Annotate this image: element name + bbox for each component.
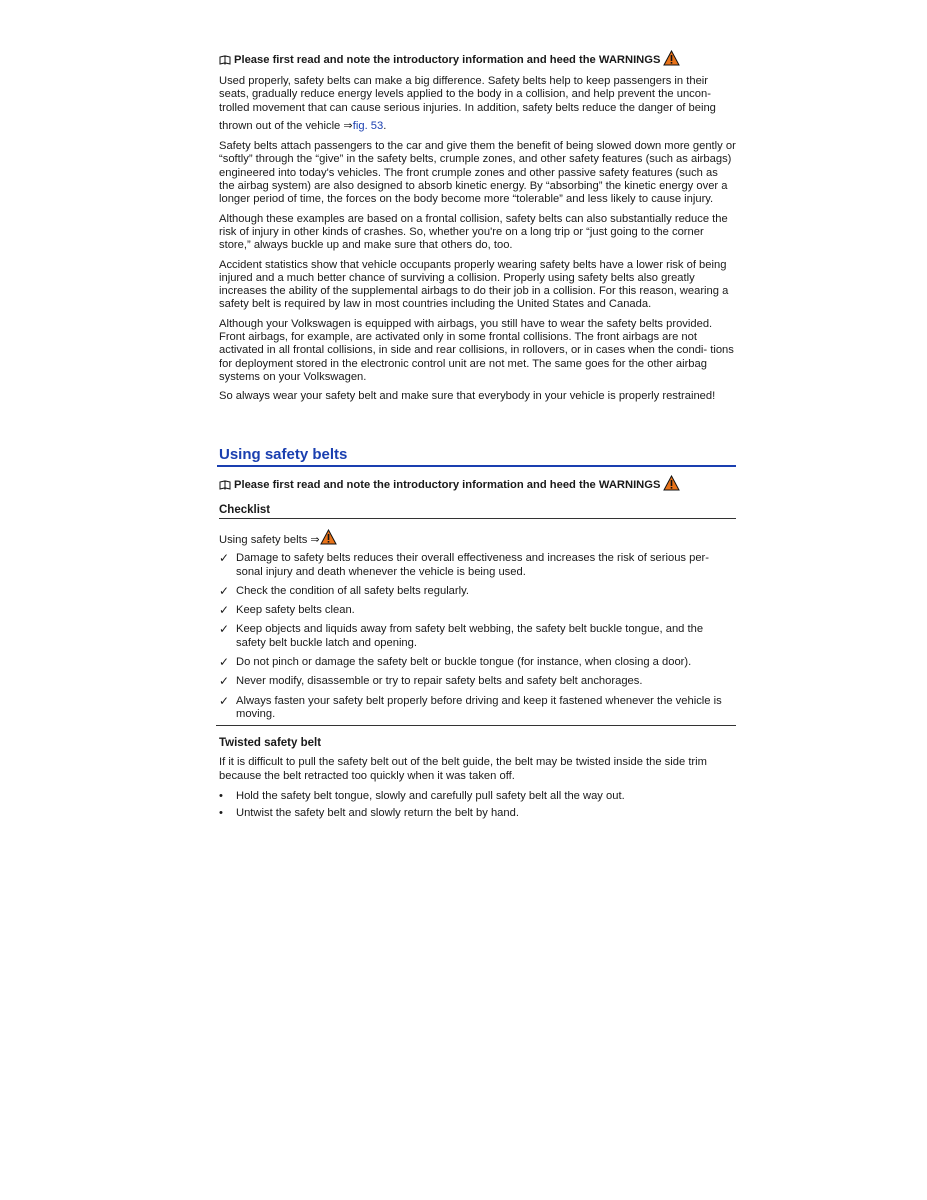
book-icon	[219, 55, 231, 65]
book-icon	[219, 480, 231, 490]
bullet-item-text: Hold the safety belt tongue, slowly and carefully pull safety belt all the way out.	[236, 789, 625, 802]
section-note-text: Please first read and note the introductory information and heed the WARNINGS	[234, 479, 661, 491]
intro-block	[219, 52, 736, 404]
check-mark-icon: ✓	[219, 551, 230, 566]
bullet-icon: •	[219, 789, 223, 802]
check-mark-icon: ✓	[219, 655, 230, 670]
checklist-item	[219, 695, 736, 722]
para1-end: .	[383, 119, 387, 132]
checklist-item-text: Always fasten your safety belt properly before driving and keep it fastened whenever the vehicle is moving.	[236, 694, 722, 720]
intro-paragraph-1b	[219, 120, 736, 133]
section-using-safety-belts	[219, 446, 736, 824]
checklist-item	[219, 585, 736, 598]
bullet-item	[219, 807, 736, 820]
bullet-item	[219, 790, 736, 803]
checklist-intro	[219, 529, 736, 547]
intro-note-text: Please first read and note the introductory information and heed the WARNINGS	[234, 54, 661, 66]
checklist-item	[219, 623, 736, 650]
check-mark-icon: ✓	[219, 583, 230, 598]
intro-paragraph-3: Although these examples are based on a frontal collision, safety belts can also substantially reduce the risk of injury in other kinds of crashes. So, whether you're on a long trip or “just going to the corner store,” always buckle up and make sure that others do, too.	[219, 212, 728, 252]
checklist-heading: Checklist	[219, 503, 736, 519]
twisted-belt-heading: Twisted safety belt	[219, 737, 322, 750]
checklist	[219, 552, 736, 721]
check-mark-icon: ✓	[219, 622, 230, 637]
checklist-item	[219, 656, 736, 669]
fig-53-link[interactable]: fig. 53	[352, 119, 384, 132]
check-mark-icon: ✓	[219, 603, 230, 618]
intro-paragraph-2: Safety belts attach passengers to the car and give them the benefit of being slowed down more gently or “softly” through the “give” in the safety belts, crumple zones, and other safety features (such as airbags) engineered into today's vehicles. The front crumple zones and other passive safety features (such as the airbag system) are also designed to absorb kinetic energy. By “absorbing” the kinetic energy over a longer period of time, the forces on the body become more “tolerable” and less likely to cause injury.	[219, 140, 736, 206]
section-title: Using safety belts	[217, 446, 736, 467]
intro-paragraph-5: Although your Volkswagen is equipped with airbags, you still have to wear the safety belts provided. Front airbags, for example, are activated only in some frontal collisions. The front airbags are not activated in all frontal collisions, in side and rear collisions, in rollovers, or in cases when the condi- tions for deployment stored in the electronic control unit are not met. The same goes for the other airbag systems on your Volkswagen.	[219, 317, 734, 383]
warning-triangle-icon[interactable]	[663, 50, 680, 66]
warning-triangle-icon[interactable]	[663, 475, 680, 491]
checklist-item-text: Do not pinch or damage the safety belt or buckle tongue (for instance, when closing a door).	[236, 656, 692, 669]
checklist-item-text: Check the condition of all safety belts regularly.	[236, 584, 469, 597]
bullet-icon: •	[219, 807, 223, 820]
checklist-intro-text: Using safety belts ⇒	[219, 534, 320, 546]
check-mark-icon: ✓	[219, 693, 230, 708]
intro-paragraph-1a: Used properly, safety belts can make a big difference. Safety belts help to keep passengers in their seats, gradually reduce energy levels applied to the body in a collision, and help prevent the uncon- trolled movement that can cause serious injuries. In addition, safety belts reduce the danger of being	[219, 75, 716, 114]
para1-text: thrown out of the vehicle ⇒	[219, 119, 353, 132]
checklist-item	[219, 604, 736, 617]
checklist-item-text: Keep safety belts clean.	[236, 604, 355, 617]
check-mark-icon: ✓	[219, 674, 230, 689]
intro-paragraph-4: Accident statistics show that vehicle occupants properly wearing safety belts have a lower risk of being injured and a much better chance of surviving a collision. Properly using safety belts also greatly increases the ability of the supplemental airbags to do their job in a collision. For this reason, wearing a safety belt is required by law in most countries including the United States and Canada.	[219, 258, 729, 311]
checklist-item-text: Keep objects and liquids away from safety belt webbing, the safety belt buckle tongue, and the safety belt buckle latch and opening.	[236, 623, 704, 649]
checklist-item	[219, 675, 736, 688]
checklist-item	[219, 552, 736, 579]
intro-note	[219, 52, 736, 68]
twisted-belt-text: If it is difficult to pull the safety belt out of the belt guide, the belt may be twisted inside the side trim because the belt retracted too quickly when it was taken off.	[219, 756, 707, 782]
checklist-item-text: Damage to safety belts reduces their overall effectiveness and increases the risk of serious per- sonal injury and death whenever the vehicle is being used.	[236, 552, 710, 578]
warning-triangle-icon[interactable]	[320, 529, 337, 545]
intro-paragraph-6: So always wear your safety belt and make sure that everybody in your vehicle is properly restrained!	[219, 390, 716, 403]
bullet-item-text: Untwist the safety belt and slowly return the belt by hand.	[236, 807, 519, 820]
section-note	[219, 477, 736, 493]
checklist-item-text: Never modify, disassemble or try to repair safety belts and safety belt anchorages.	[236, 675, 643, 688]
